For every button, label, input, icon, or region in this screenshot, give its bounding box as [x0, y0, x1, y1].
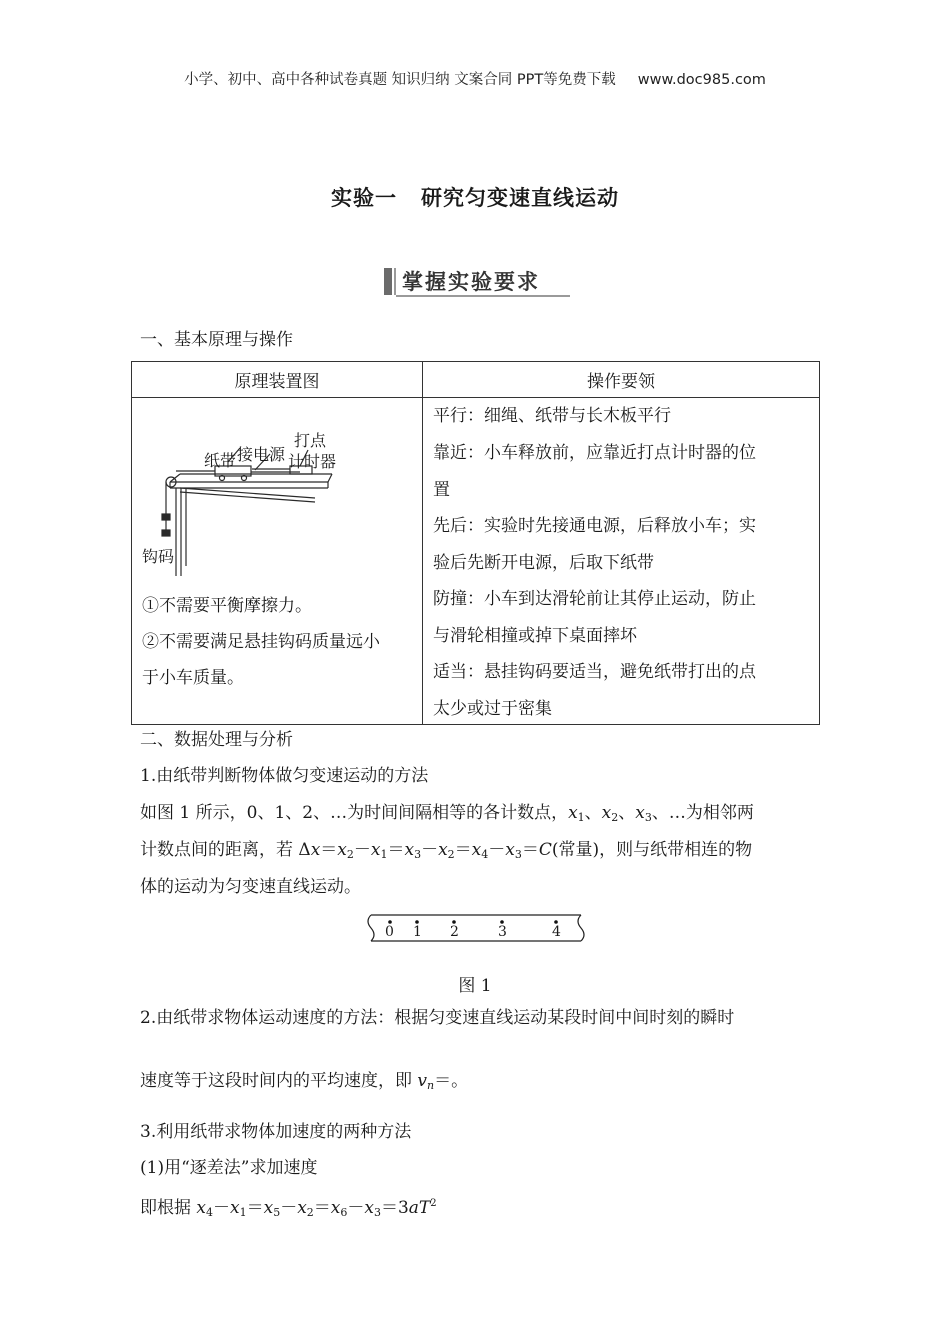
tape-label-0: 0	[385, 924, 394, 940]
label-zhidai: 纸带	[204, 451, 237, 470]
op-line: 适当：悬挂钩码要适当，避免纸带打出的点	[433, 662, 756, 682]
op-line: 靠近：小车释放前，应靠近打点计时器的位	[433, 443, 756, 463]
paper-tape-figure	[367, 913, 585, 943]
banner-underline	[396, 295, 570, 297]
label-gouma: 钩码	[142, 547, 175, 566]
item1-line3: 体的运动为匀变速直线运动。	[140, 877, 361, 897]
op-line: 置	[433, 480, 450, 500]
note-3: 于小车质量。	[142, 668, 244, 688]
banner-bar	[384, 268, 392, 295]
op-line: 验后先断开电源，后取下纸带	[433, 553, 654, 573]
note-1: ①不需要平衡摩擦力。	[142, 596, 312, 616]
page-header	[0, 68, 950, 89]
apparatus-cell	[132, 398, 422, 724]
title-part1: 实验一	[331, 186, 397, 210]
banner-bar-thin	[394, 268, 396, 295]
tape-label-1: 1	[413, 924, 422, 940]
op-line: 与滑轮相撞或掉下桌面摔坏	[433, 626, 637, 646]
section-banner	[384, 266, 570, 297]
header-url[interactable]: www.doc985.com	[637, 72, 766, 88]
op-line: 平行：细绳、纸带与长木板平行	[433, 406, 671, 426]
requirements-table	[131, 361, 820, 725]
item1-line2: 计数点间的距离，若 $\Delta x=x_2-x_1=x_3-x_2=x_4-x_3=C$(常量)，则与纸带相连的物	[140, 840, 753, 861]
page-title	[0, 182, 950, 212]
op-line: 太少或过于密集	[433, 699, 552, 719]
item3-sub1: (1)用“逐差法”求加速度	[140, 1158, 318, 1178]
item1-line1: 如图 1 所示，0、1、2、…为时间间隔相等的各计数点，$x_1$、$x_2$、$x_3$、…为相邻两	[140, 803, 754, 824]
table-header-right: 操作要领	[423, 362, 820, 398]
figure-caption: 图 1	[458, 976, 492, 996]
item2-line2: 速度等于这段时间内的平均速度，即 $v_n=$。	[140, 1071, 469, 1092]
note-2: ②不需要满足悬挂钩码质量远小	[142, 632, 380, 652]
header-text: 小学、初中、高中各种试卷真题 知识归纳 文案合同 PPT等免费下载	[184, 72, 616, 88]
table-header-left: 原理装置图	[132, 362, 423, 398]
op-line: 防撞：小车到达滑轮前让其停止运动，防止	[433, 589, 756, 609]
banner-text: 掌握实验要求	[402, 270, 540, 294]
tape-label-4: 4	[552, 924, 561, 940]
item3-heading: 3.利用纸带求物体加速度的两种方法	[140, 1122, 412, 1142]
title-part2: 研究匀变速直线运动	[421, 186, 619, 210]
item3-formula: 即根据 $x_4-x_1=x_5-x_2=x_6-x_3=3aT^2$	[140, 1198, 437, 1219]
label-dianyuan: 接电源	[237, 445, 286, 464]
item1-heading: 1.由纸带判断物体做匀变速运动的方法	[140, 766, 429, 786]
operation-cell	[423, 398, 819, 724]
item2-line1: 2.由纸带求物体运动速度的方法：根据匀变速直线运动某段时间中间时刻的瞬时	[140, 1008, 735, 1028]
label-jishiqi: 计时器	[288, 452, 337, 471]
label-dian: 打点	[294, 431, 327, 450]
tape-label-3: 3	[498, 924, 507, 940]
section-heading-1: 一、基本原理与操作	[140, 330, 293, 350]
tape-label-2: 2	[450, 924, 459, 940]
op-line: 先后：实验时先接通电源，后释放小车；实	[433, 516, 756, 536]
section-heading-2: 二、数据处理与分析	[140, 730, 293, 750]
